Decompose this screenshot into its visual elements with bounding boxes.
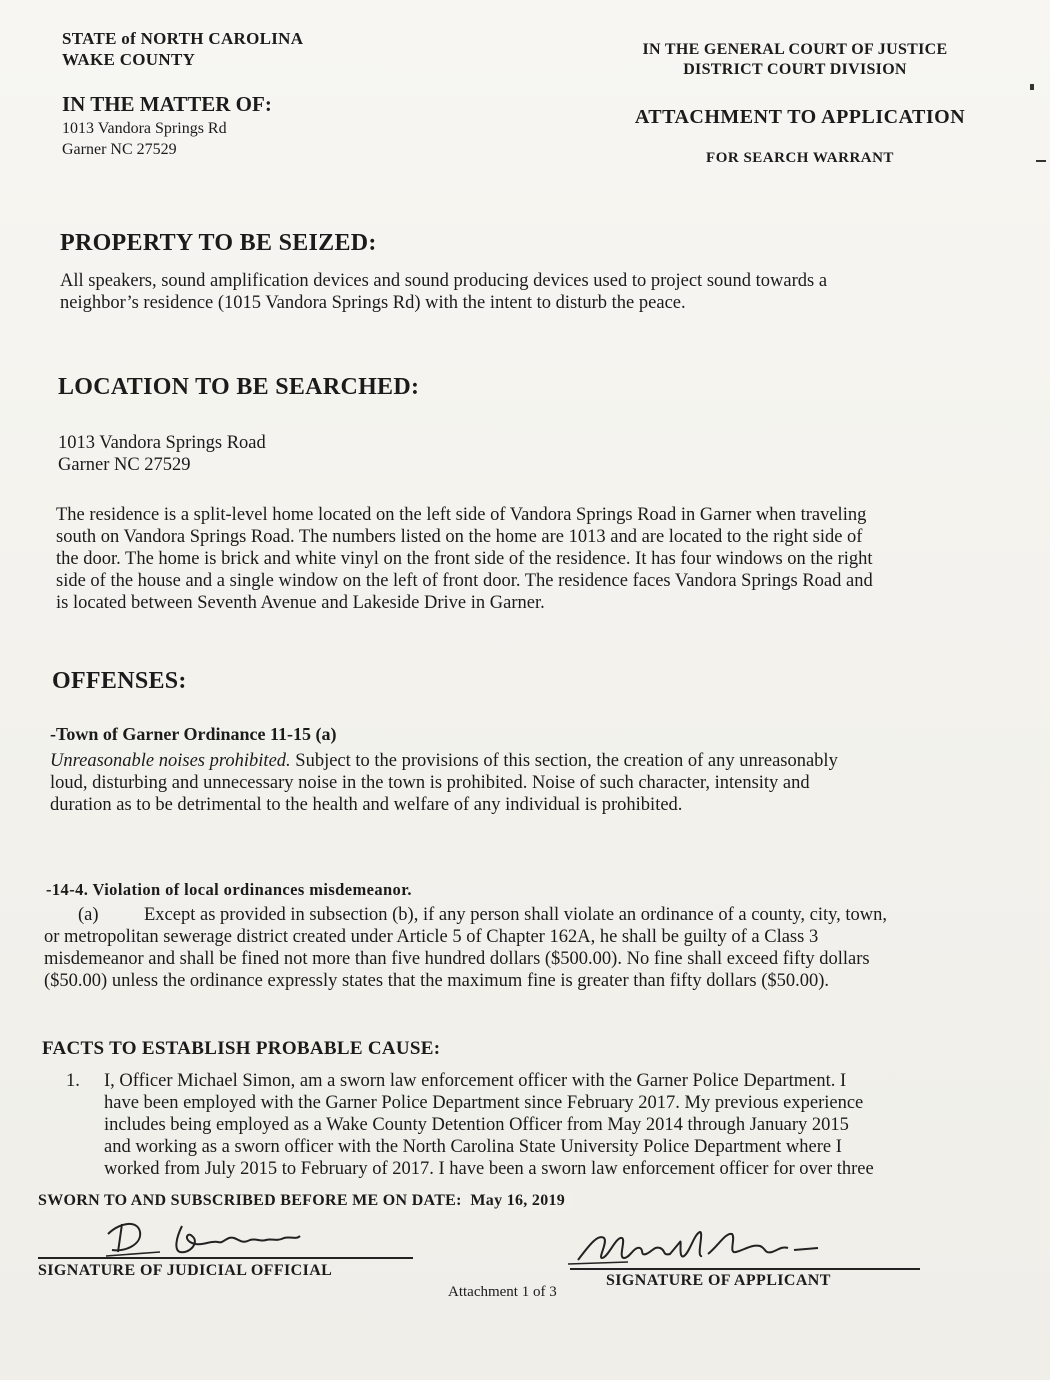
- statute-text: [44, 904, 887, 992]
- statute-heading: -14-4. Violation of local ordinances misdemeanor.: [46, 880, 412, 899]
- location-desc-line: is located between Seventh Avenue and Lakeside Drive in Garner.: [56, 593, 545, 613]
- location-address-line1: 1013 Vandora Springs Road: [58, 433, 266, 453]
- matter-address-line1: 1013 Vandora Springs Rd: [62, 120, 227, 137]
- sworn-statement: [38, 1192, 573, 1210]
- judicial-signature-line: [38, 1257, 413, 1259]
- court-line2: DISTRICT COURT DIVISION: [683, 61, 907, 78]
- attachment-subtitle: FOR SEARCH WARRANT: [706, 150, 894, 166]
- statute-line: misdemeanor and shall be fined not more than five hundred dollars ($500.00). No fine shall exceed fifty dollars: [44, 949, 870, 969]
- ordinance-line: loud, disturbing and unnecessary noise in the town is prohibited. Noise of such character, intensity and: [50, 773, 810, 793]
- ordinance-line: duration as to be detrimental to the health and welfare of any individual is prohibited.: [50, 795, 683, 815]
- location-desc-line: side of the house and a single window on the left of front door. The residence faces Vandora Springs Road and: [56, 571, 873, 591]
- applicant-signature-image: [568, 1224, 868, 1272]
- statute-line1: Except as provided in subsection (b), if any person shall violate an ordinance of a county, city, town,: [144, 905, 888, 925]
- property-heading: PROPERTY TO BE SEIZED:: [60, 230, 377, 256]
- applicant-signature-label: SIGNATURE OF APPLICANT: [606, 1272, 831, 1289]
- location-heading: LOCATION TO BE SEARCHED:: [58, 374, 420, 400]
- property-line: All speakers, sound amplification devices and sound producing devices used to project sound towards a: [60, 271, 828, 291]
- sworn-text: SWORN TO AND SUBSCRIBED BEFORE ME ON DATE:: [38, 1192, 462, 1209]
- judicial-signature-image: [100, 1212, 320, 1262]
- ordinance-line: [50, 750, 838, 772]
- county-label: WAKE COUNTY: [62, 50, 196, 69]
- location-address: [58, 432, 266, 476]
- facts-line: and working as a sworn officer with the North Carolina State University Police Department where I: [104, 1137, 842, 1157]
- facts-line: includes being employed as a Wake County Detention Officer from May 2014 through January 2015: [104, 1115, 849, 1135]
- location-desc-line: The residence is a split-level home located on the left side of Vandora Springs Road in Garner when traveling: [56, 505, 867, 525]
- matter-address-line2: Garner NC 27529: [62, 141, 177, 158]
- applicant-signature-line: [570, 1268, 920, 1270]
- property-text: [60, 270, 827, 314]
- statute-label: (a): [78, 905, 99, 925]
- judicial-signature-label: SIGNATURE OF JUDICIAL OFFICIAL: [38, 1262, 333, 1279]
- ordinance-line1-rest: Subject to the provisions of this section, the creation of any unreasonably: [290, 751, 838, 771]
- facts-line: have been employed with the Garner Police Department since February 2017. My previous experience: [104, 1093, 864, 1113]
- matter-address: [62, 118, 227, 160]
- property-line: neighbor’s residence (1015 Vandora Springs Rd) with the intent to disturb the peace.: [60, 293, 686, 313]
- offenses-heading: OFFENSES:: [52, 668, 187, 694]
- statute-line: or metropolitan sewerage district created under Article 5 of Chapter 162A, he shall be guilty of a Class 3: [44, 927, 819, 947]
- facts-heading: FACTS TO ESTABLISH PROBABLE CAUSE:: [42, 1038, 441, 1059]
- facts-line: I, Officer Michael Simon, am a sworn law enforcement officer with the Garner Police Department. I: [104, 1071, 847, 1091]
- location-description: [56, 504, 873, 614]
- court-line1: IN THE GENERAL COURT OF JUSTICE: [642, 41, 948, 58]
- facts-number: 1.: [66, 1071, 80, 1091]
- statute-line: [44, 904, 887, 926]
- court-heading: [610, 40, 980, 80]
- facts-line: worked from July 2015 to February of 2017. I have been a sworn law enforcement officer for over three: [104, 1159, 874, 1179]
- matter-title: IN THE MATTER OF:: [62, 92, 272, 116]
- ordinance-text: [50, 750, 838, 816]
- ordinance-heading: -Town of Garner Ordinance 11-15 (a): [50, 724, 337, 744]
- ordinance-italic: Unreasonable noises prohibited.: [50, 751, 291, 771]
- sworn-date: May 16, 2019: [470, 1192, 566, 1209]
- location-desc-line: the door. The home is brick and white vinyl on the front side of the residence. It has four windows on the right: [56, 549, 873, 569]
- facts-text: [104, 1070, 1004, 1180]
- scan-speck: [1036, 160, 1046, 162]
- attachment-title: ATTACHMENT TO APPLICATION: [634, 106, 966, 128]
- statute-line: ($50.00) unless the ordinance expressly states that the maximum fine is greater than fifty dollars ($50.00).: [44, 971, 830, 991]
- state-label: STATE of NORTH CAROLINA: [62, 29, 304, 48]
- location-address-line2: Garner NC 27529: [58, 455, 191, 475]
- page-label: Attachment 1 of 3: [448, 1284, 557, 1300]
- location-desc-line: south on Vandora Springs Road. The numbers listed on the home are 1013 and are located to the right side of: [56, 527, 863, 547]
- scan-speck: [1030, 84, 1034, 90]
- header-left: [62, 28, 303, 70]
